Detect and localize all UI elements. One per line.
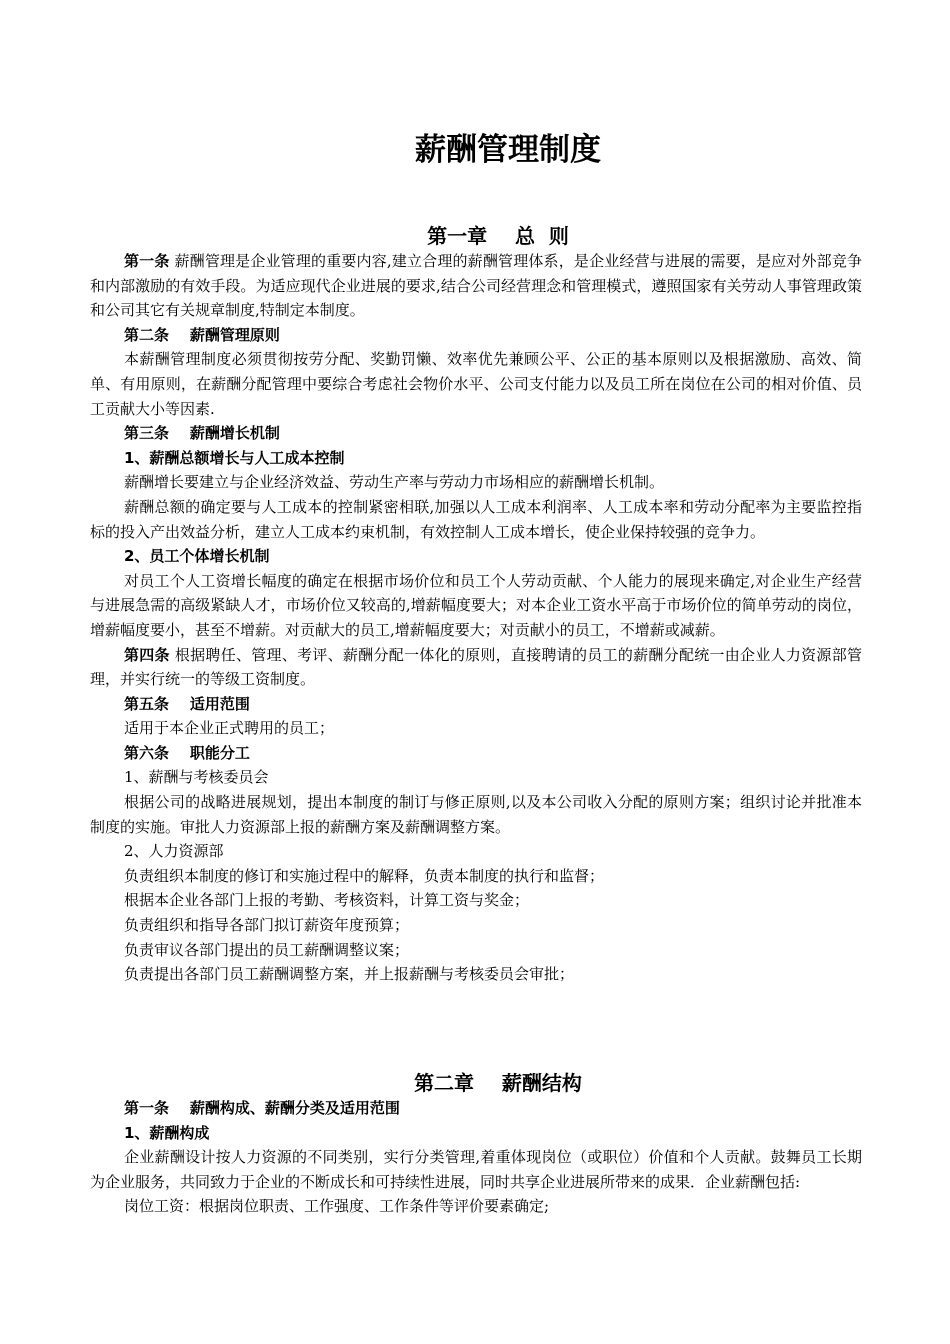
article-3-paragraph-2: 薪酬总额的确定要与人工成本的控制紧密相联,加强以人工成本利润率、人工成本率和劳动分配率为主要监控指标的投入产出效益分析，建立人工成本约束机制，有效控制人工成本增长，使企业保持较强的竞争力。 xyxy=(90,497,862,541)
article-3-subheading-2: 2、员工个体增长机制 xyxy=(124,547,270,566)
article-1-text: 薪酬管理是企业管理的重要内容,建立合理的薪酬管理体系，是企业经营与进展的需要，是应对外部竞争和内部激励的有效手段。为适应现代企业进展的要求,结合公司经营理念和管理模式，遵照国家有关劳动人事管理政策和公司其它有关规章制度,特制定本制度。 xyxy=(90,252,862,320)
chapter-1-heading: 第一章 总 则 xyxy=(427,224,569,248)
article-2-text: 本薪酬管理制度必须贯彻按劳分配、奖勤罚懒、效率优先兼顾公平、公正的基本原则以及根据激励、高效、简单、有用原则，在薪酬分配管理中要综合考虑社会物价水平、公司支付能力以及员工所在岗位在公司的相对价值、员工贡献大小等因素. xyxy=(90,350,862,418)
article-3-paragraph-3: 对员工个人工资增长幅度的确定在根据市场价位和员工个人劳动贡献、个人能力的展现来确定,对企业生产经营与进展急需的高级紧缺人才，市场价位又较高的,增薪幅度要大；对本企业工资水平高于市场价位的简单劳动的岗位，增薪幅度要小，甚至不增薪。对贡献大的员工,增薪幅度要大；对贡献小的员工，不增薪或减薪。 xyxy=(90,571,862,639)
duty-item: 负责组织和指导各部门拟订薪资年度预算； xyxy=(124,916,410,935)
article-4-label: 第四条 xyxy=(124,645,170,664)
duty-item: 负责组织本制度的修订和实施过程中的解释，负责本制度的执行和监督； xyxy=(124,866,605,885)
chapter-2-subheading-1: 1、薪酬构成 xyxy=(124,1123,210,1142)
article-3-heading: 第三条 薪酬增长机制 xyxy=(124,424,280,443)
article-3-subheading-1: 1、薪酬总额增长与人工成本控制 xyxy=(124,448,345,467)
article-6-subheading-2: 2、人力资源部 xyxy=(124,842,224,861)
article-6-paragraph-1: 根据公司的战略进展规划，提出本制度的制订与修正原则,以及本公司收入分配的原则方案；组织讨论并批准本制度的实施。审批人力资源部上报的薪酬方案及薪酬调整方案。 xyxy=(90,793,862,836)
chapter-2-heading: 第二章 薪酬结构 xyxy=(414,1071,582,1095)
article-1-paragraph xyxy=(90,249,862,323)
chapter-2-article-1-heading: 第一条 薪酬构成、薪酬分类及适用范围 xyxy=(124,1099,400,1117)
chapter-2-paragraph-1: 企业薪酬设计按人力资源的不同类别，实行分类管理,着重体现岗位（或职位）价值和个人贡献。鼓舞员工长期为企业服务，共同致力于企业的不断成长和可持续性进展，同时共享企业进展所带来的成果．企业薪酬包括: xyxy=(90,1148,862,1191)
article-6-subheading-1: 1、薪酬与考核委员会 xyxy=(124,768,269,787)
article-4-paragraph xyxy=(90,643,862,692)
duty-item: 根据本企业各部门上报的考勤、考核资料，计算工资与奖金； xyxy=(124,891,530,910)
article-1-label: 第一条 xyxy=(124,252,170,270)
article-4-text: 根据聘任、管理、考评、薪酬分配一体化的原则，直接聘请的员工的薪酬分配统一由企业人力资源部管理，并实行统一的等级工资制度。 xyxy=(90,645,862,689)
article-6-heading: 第六条 职能分工 xyxy=(124,743,250,762)
article-5-text: 适用于本企业正式聘用的员工； xyxy=(124,719,335,738)
chapter-2-paragraph-2: 岗位工资：根据岗位职责、工作强度、工作条件等评价要素确定; xyxy=(124,1197,550,1216)
document-title: 薪酬管理制度 xyxy=(415,132,601,168)
duty-item: 负责审议各部门提出的员工薪酬调整议案； xyxy=(124,940,410,959)
article-5-heading: 第五条 适用范围 xyxy=(124,694,250,713)
article-2-heading: 第二条 薪酬管理原则 xyxy=(124,325,280,344)
duty-item: 负责提出各部门员工薪酬调整方案，并上报薪酬与考核委员会审批； xyxy=(124,965,575,984)
chapter-1-body xyxy=(90,249,862,987)
chapter-2-body xyxy=(90,1096,862,1219)
article-3-paragraph-1: 薪酬增长要建立与企业经济效益、劳动生产率与劳动力市场相应的薪酬增长机制。 xyxy=(124,473,665,492)
